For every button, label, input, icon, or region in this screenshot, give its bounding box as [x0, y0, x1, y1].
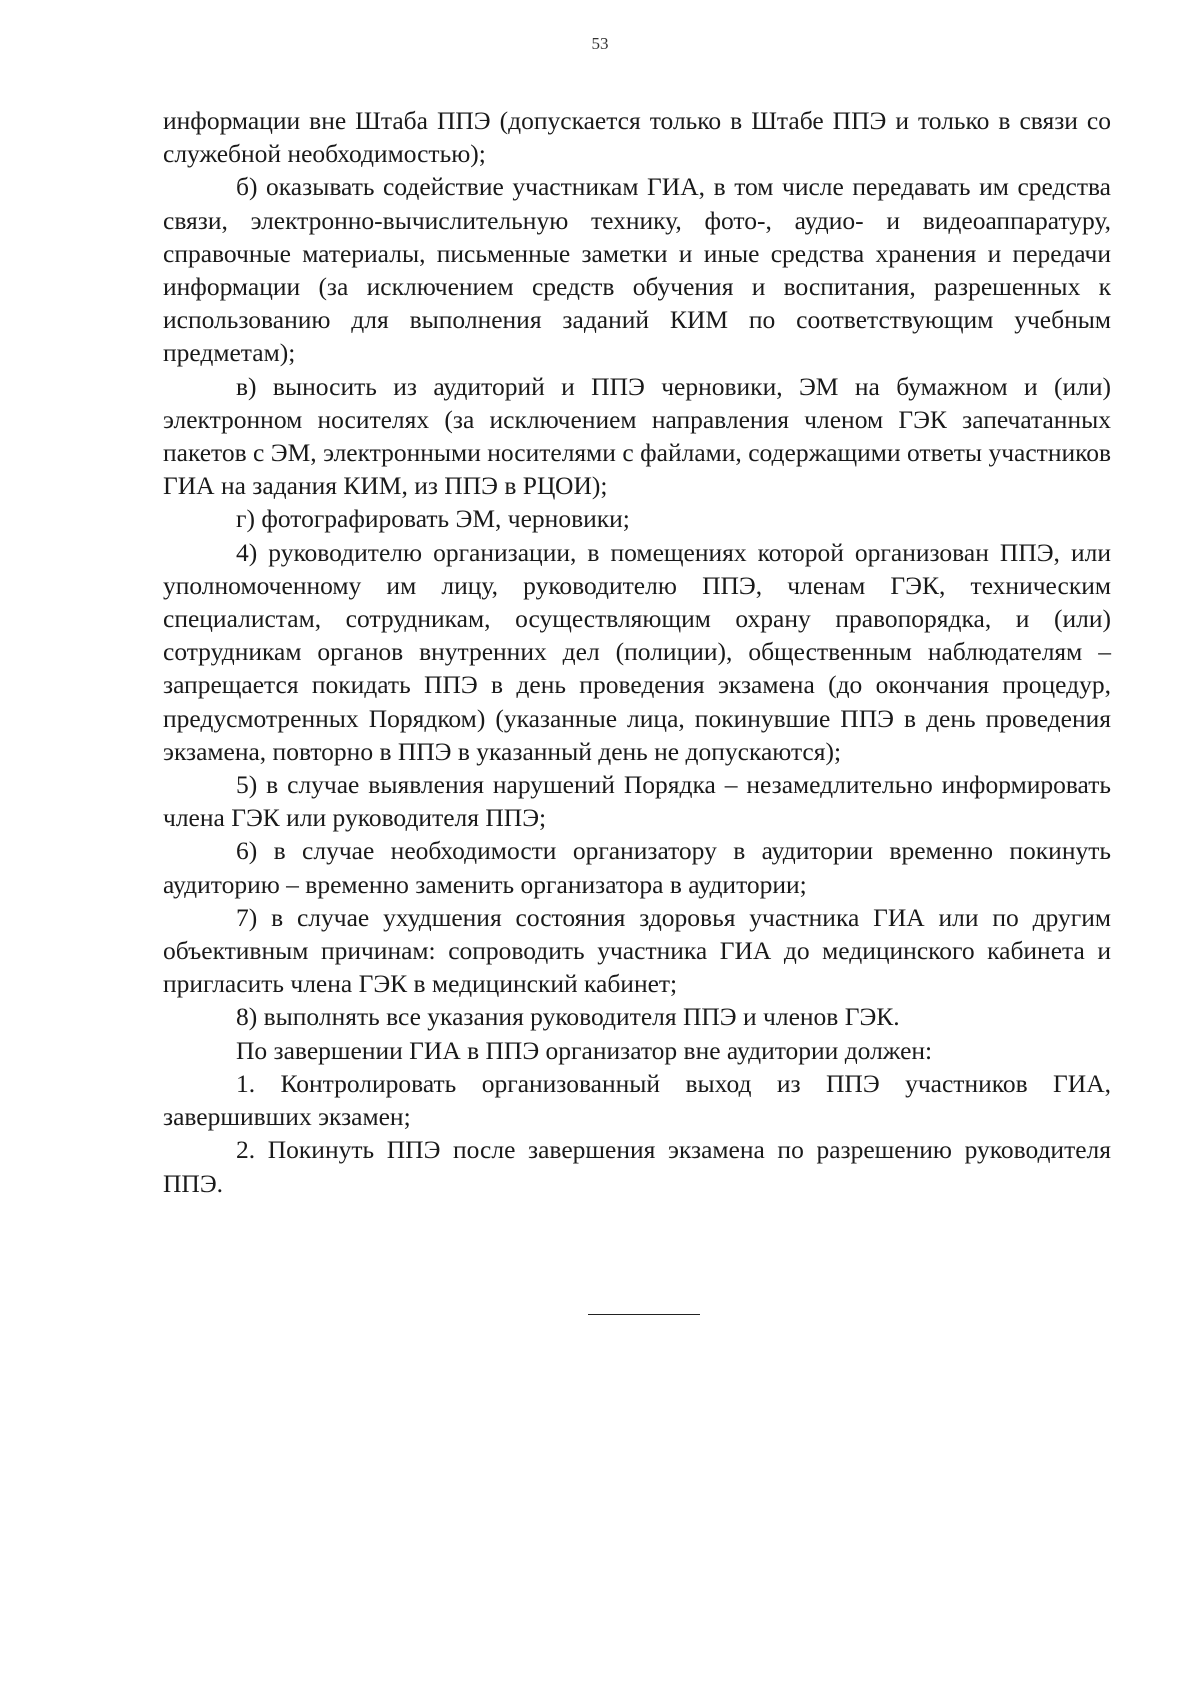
paragraph: 7) в случае ухудшения состояния здоровья участника ГИА или по другим объективным причинам: сопроводить участника ГИА до медицинского кабинета и пригласить члена ГЭК в медицинский кабинет;: [163, 902, 1111, 999]
end-of-document-rule: [588, 1314, 700, 1315]
paragraph: б) оказывать содействие участникам ГИА, в том числе передавать им средства связи, электронно-вычислительную технику, фото-, аудио- и видеоаппаратуру, справочные материалы, письменные заметки и иные средства хранения и передачи информации (за исключением средств обучения и воспитания, разрешенных к использованию для выполнения заданий КИМ по соответствующим учебным предметам);: [163, 172, 1111, 368]
page-number: 53: [591, 34, 609, 53]
document-body: [163, 104, 1111, 1200]
paragraph: 2. Покинуть ППЭ после завершения экзамена по разрешению руководителя ППЭ.: [163, 1135, 1111, 1198]
paragraph: информации вне Штаба ППЭ (допускается только в Штабе ППЭ и только в связи со служебной необходимостью);: [163, 106, 1111, 169]
paragraph: По завершении ГИА в ППЭ организатор вне аудитории должен:: [236, 1035, 933, 1065]
paragraph: г) фотографировать ЭМ, черновики;: [236, 504, 630, 534]
paragraph: 8) выполнять все указания руководителя ППЭ и членов ГЭК.: [236, 1002, 900, 1032]
paragraph: 1. Контролировать организованный выход из ППЭ участников ГИА, завершивших экзамен;: [163, 1068, 1111, 1132]
paragraph: 6) в случае необходимости организатору в аудитории временно покинуть аудиторию – временно заменить организатора в аудитории;: [163, 836, 1111, 899]
paragraph: в) выносить из аудиторий и ППЭ черновики, ЭМ на бумажном и (или) электронном носителях (за исключением направления членом ГЭК запечатанных пакетов с ЭМ, электронными носителями с файлами, содержащими ответы участников ГИА на задания КИМ, из ППЭ в РЦОИ);: [163, 371, 1111, 501]
paragraph: 5) в случае выявления нарушений Порядка – незамедлительно информировать члена ГЭК или руководителя ППЭ;: [163, 770, 1111, 833]
paragraph: 4) руководителю организации, в помещениях которой организован ППЭ, или уполномоченному им лицу, руководителю ППЭ, членам ГЭК, техническим специалистам, сотрудникам, осуществляющим охрану правопорядка, и (или) сотрудникам органов внутренних дел (полиции), общественным наблюдателям – запрещается покидать ППЭ в день проведения экзамена (до окончания процедур, предусмотренных Порядком) (указанные лица, покинувшие ППЭ в день проведения экзамена, повторно в ППЭ в указанный день не допускаются);: [163, 537, 1111, 766]
